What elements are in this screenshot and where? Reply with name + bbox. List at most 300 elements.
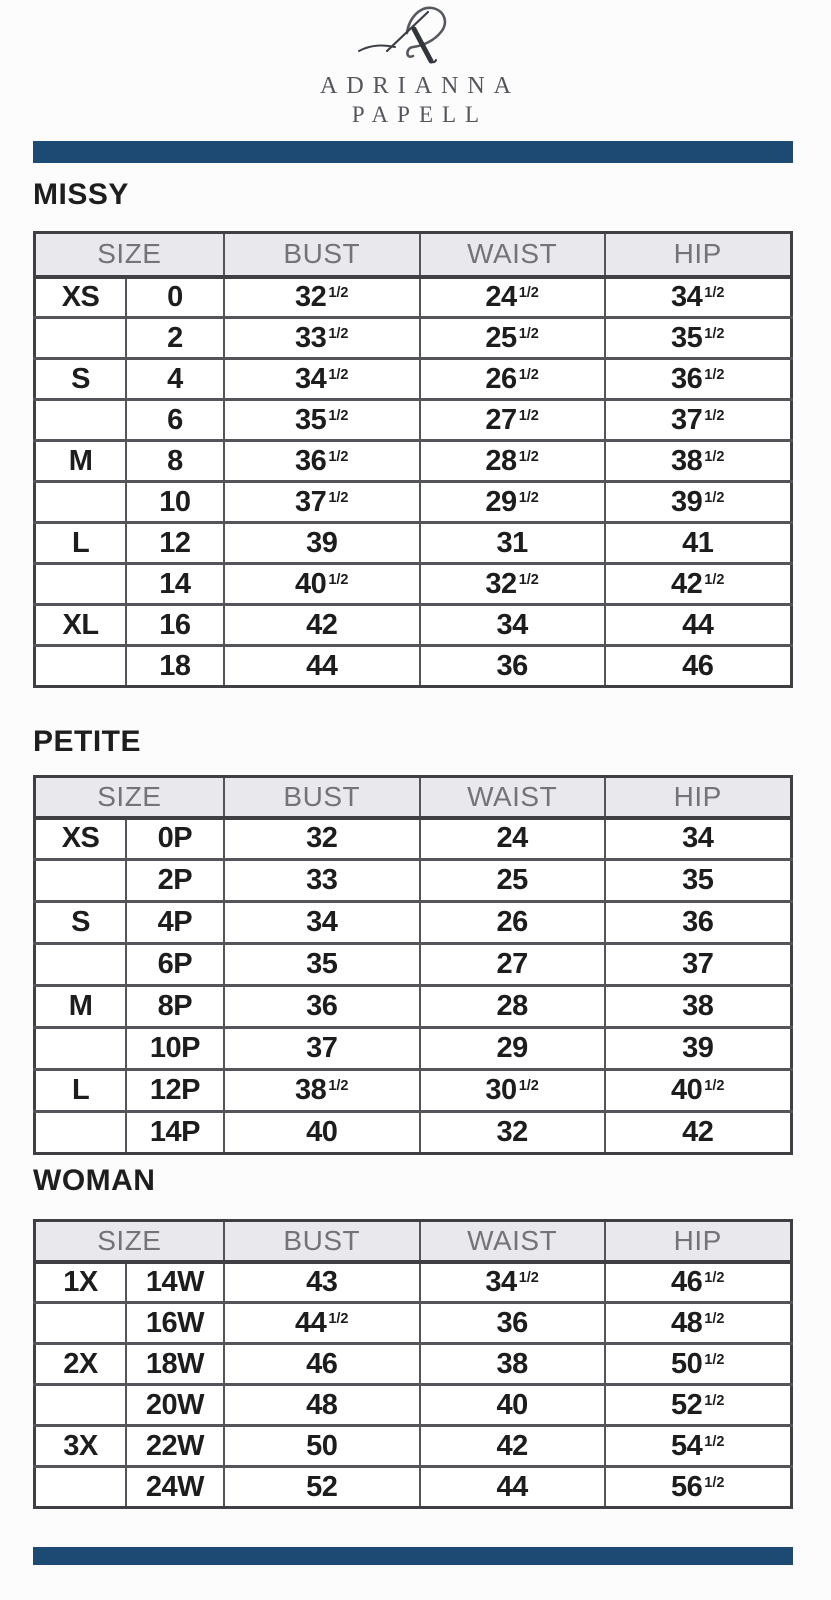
size-letter-cell	[35, 1262, 127, 1303]
waist-cell	[420, 359, 605, 400]
bust-cell	[224, 1426, 420, 1467]
divider-bar-top	[33, 141, 793, 163]
size-number-cell	[126, 400, 224, 441]
size-letter-cell	[35, 1385, 127, 1426]
hip-cell	[605, 605, 792, 646]
waist-cell	[420, 902, 605, 944]
col-header-waist: WAIST	[420, 1221, 605, 1262]
hip-cell	[605, 1385, 792, 1426]
cell-value: 18W	[145, 1347, 204, 1380]
cell-value: 12P	[149, 1074, 200, 1106]
bust-cell	[224, 605, 420, 646]
half-fraction: 1/2	[704, 448, 725, 465]
bust-cell	[224, 1344, 420, 1385]
waist-cell	[420, 1112, 605, 1154]
cell-value: 29 $^{1/2}$	[485, 485, 539, 518]
col-header-size: SIZE	[35, 233, 224, 277]
size-letter-cell	[35, 818, 127, 860]
waist-cell	[420, 400, 605, 441]
cell-value: 32	[496, 1116, 528, 1148]
cell-value: 29	[496, 1032, 528, 1064]
cell-value: 48 $^{1/2}$	[671, 1306, 725, 1339]
cell-value: 35 $^{1/2}$	[671, 321, 725, 354]
waist-cell	[420, 1262, 605, 1303]
hip-cell	[605, 1028, 792, 1070]
half-fraction: 1/2	[328, 448, 349, 465]
cell-value: 42	[306, 608, 338, 641]
size-row	[35, 1303, 792, 1344]
waist-cell	[420, 564, 605, 605]
hip-cell	[605, 986, 792, 1028]
hip-cell	[605, 944, 792, 986]
bust-cell	[224, 482, 420, 523]
size-row	[35, 400, 792, 441]
cell-value: 42	[496, 1429, 528, 1462]
bust-cell	[224, 1303, 420, 1344]
cell-value: 20W	[145, 1388, 204, 1421]
cell-value: 0P	[157, 822, 193, 855]
size-number-cell	[126, 1385, 224, 1426]
size-row	[35, 860, 792, 902]
size-letter-cell	[35, 1070, 127, 1112]
waist-cell	[420, 1344, 605, 1385]
size-number-cell	[126, 860, 224, 902]
cell-value: 46	[306, 1347, 338, 1380]
half-fraction: 1/2	[704, 1270, 725, 1287]
cell-value: 38 $^{1/2}$	[671, 444, 725, 477]
bust-cell	[224, 1467, 420, 1508]
half-fraction: 1/2	[518, 285, 539, 302]
section-title-petite: PETITE	[33, 725, 142, 758]
size-letter-cell	[35, 1028, 127, 1070]
size-letter-cell	[35, 646, 127, 687]
size-row	[35, 1112, 792, 1154]
size-letter-cell	[35, 564, 127, 605]
half-fraction: 1/2	[328, 366, 349, 383]
hip-cell	[605, 1344, 792, 1385]
col-header-waist: WAIST	[420, 777, 605, 818]
hip-cell	[605, 646, 792, 687]
size-number-cell	[126, 482, 224, 523]
size-letter-cell	[35, 1467, 127, 1508]
waist-cell	[420, 818, 605, 860]
waist-cell	[420, 646, 605, 687]
cell-value: 42	[682, 1116, 714, 1148]
bust-cell	[224, 818, 420, 860]
col-header-hip: HIP	[605, 233, 792, 277]
size-letter-cell	[35, 482, 127, 523]
bust-cell	[224, 1028, 420, 1070]
size-row	[35, 441, 792, 482]
bust-cell	[224, 902, 420, 944]
cell-value: 32	[306, 822, 338, 855]
col-header-bust: BUST	[224, 1221, 420, 1262]
half-fraction: 1/2	[704, 1310, 725, 1327]
adrianna-papell-monogram-icon	[350, 0, 490, 75]
half-fraction: 1/2	[704, 1078, 725, 1095]
hip-cell	[605, 1112, 792, 1154]
cell-value: 10P	[149, 1032, 200, 1064]
size-number-cell	[126, 1112, 224, 1154]
cell-value: 52	[306, 1470, 338, 1503]
size-row	[35, 1426, 792, 1467]
size-number-cell	[126, 1028, 224, 1070]
size-letter-cell	[35, 359, 127, 400]
size-row	[35, 944, 792, 986]
bust-cell	[224, 318, 420, 359]
size-number-cell	[126, 359, 224, 400]
hip-cell	[605, 523, 792, 564]
size-number-cell	[126, 277, 224, 318]
size-letter-cell	[35, 441, 127, 482]
cell-value: 37	[682, 948, 714, 980]
waist-cell	[420, 1467, 605, 1508]
size-row	[35, 1344, 792, 1385]
size-letter-cell	[35, 605, 127, 646]
waist-cell	[420, 1385, 605, 1426]
section-woman	[33, 1166, 793, 1509]
cell-value: 34	[496, 608, 528, 641]
size-row	[35, 318, 792, 359]
size-number-cell	[126, 986, 224, 1028]
hip-cell	[605, 564, 792, 605]
waist-cell	[420, 605, 605, 646]
size-number-cell	[126, 1070, 224, 1112]
half-fraction: 1/2	[704, 325, 725, 342]
brand-wordmark	[0, 72, 831, 128]
cell-value: XS	[61, 822, 100, 855]
cell-value: 0	[167, 280, 183, 313]
half-fraction: 1/2	[328, 325, 349, 342]
size-letter-cell	[35, 902, 127, 944]
cell-value: 39	[682, 1032, 714, 1064]
cell-value: L	[71, 1074, 90, 1106]
size-number-cell	[126, 646, 224, 687]
cell-value: 32 $^{1/2}$	[485, 567, 539, 600]
half-fraction: 1/2	[518, 325, 539, 342]
cell-value: 44	[496, 1470, 528, 1503]
col-header-bust: BUST	[224, 777, 420, 818]
cell-value: 38 $^{1/2}$	[295, 1074, 349, 1106]
bust-cell	[224, 1385, 420, 1426]
cell-value: 54 $^{1/2}$	[671, 1429, 725, 1462]
size-row	[35, 359, 792, 400]
cell-value: 32 $^{1/2}$	[295, 280, 349, 313]
half-fraction: 1/2	[518, 489, 539, 506]
cell-value: 39	[306, 526, 338, 559]
cell-value: 44	[682, 608, 714, 641]
cell-value: 35 $^{1/2}$	[295, 403, 349, 436]
cell-value: 4P	[157, 906, 193, 938]
section-missy	[33, 180, 793, 688]
bust-cell	[224, 986, 420, 1028]
cell-value: 6P	[157, 948, 193, 980]
size-row	[35, 605, 792, 646]
size-table-woman	[33, 1219, 793, 1509]
hip-cell	[605, 1070, 792, 1112]
size-letter-cell	[35, 523, 127, 564]
cell-value: 26	[496, 906, 528, 938]
cell-value: 24	[496, 822, 528, 855]
half-fraction: 1/2	[704, 1351, 725, 1368]
cell-value: 56 $^{1/2}$	[671, 1470, 725, 1503]
cell-value: 2P	[157, 864, 193, 896]
col-header-size: SIZE	[35, 1221, 224, 1262]
size-number-cell	[126, 944, 224, 986]
half-fraction: 1/2	[328, 489, 349, 506]
waist-cell	[420, 523, 605, 564]
half-fraction: 1/2	[518, 1270, 539, 1287]
cell-value: M	[68, 990, 93, 1022]
hip-cell	[605, 318, 792, 359]
cell-value: M	[68, 444, 93, 477]
half-fraction: 1/2	[704, 489, 725, 506]
waist-cell	[420, 1426, 605, 1467]
cell-value: 35	[682, 864, 714, 896]
size-number-cell	[126, 818, 224, 860]
cell-value: XL	[62, 608, 99, 641]
cell-value: 8	[167, 444, 183, 477]
brand-name-line2: PAPELL	[351, 102, 489, 127]
divider-bar-bottom	[33, 1547, 793, 1565]
cell-value: 14P	[149, 1116, 200, 1148]
cell-value: 34 $^{1/2}$	[671, 280, 725, 313]
cell-value: 1X	[63, 1265, 98, 1298]
hip-cell	[605, 1467, 792, 1508]
col-header-hip: HIP	[605, 777, 792, 818]
bust-cell	[224, 277, 420, 318]
hip-cell	[605, 441, 792, 482]
cell-value: 44 $^{1/2}$	[295, 1306, 349, 1339]
waist-cell	[420, 441, 605, 482]
cell-value: 40 $^{1/2}$	[671, 1074, 725, 1106]
hip-cell	[605, 902, 792, 944]
hip-cell	[605, 818, 792, 860]
size-letter-cell	[35, 1344, 127, 1385]
half-fraction: 1/2	[328, 407, 349, 424]
hip-cell	[605, 1426, 792, 1467]
half-fraction: 1/2	[518, 407, 539, 424]
size-number-cell	[126, 1262, 224, 1303]
cell-value: XS	[61, 280, 100, 313]
size-number-cell	[126, 1344, 224, 1385]
cell-value: 37 $^{1/2}$	[295, 485, 349, 518]
cell-value: 10	[159, 485, 191, 518]
size-number-cell	[126, 441, 224, 482]
size-number-cell	[126, 902, 224, 944]
header-row	[35, 233, 792, 277]
hip-cell	[605, 482, 792, 523]
waist-cell	[420, 1303, 605, 1344]
cell-value: 46 $^{1/2}$	[671, 1265, 725, 1298]
bust-cell	[224, 1262, 420, 1303]
half-fraction: 1/2	[518, 571, 539, 588]
cell-value: 31	[496, 526, 528, 559]
cell-value: 6	[167, 403, 183, 436]
half-fraction: 1/2	[704, 407, 725, 424]
size-table-petite	[33, 775, 793, 1155]
half-fraction: 1/2	[518, 448, 539, 465]
size-letter-cell	[35, 1426, 127, 1467]
cell-value: 2	[167, 321, 183, 354]
bust-cell	[224, 1070, 420, 1112]
cell-value: 36	[306, 990, 338, 1022]
cell-value: 8P	[157, 990, 193, 1022]
cell-value: 36	[496, 649, 528, 682]
cell-value: 37 $^{1/2}$	[671, 403, 725, 436]
cell-value: 16W	[145, 1306, 204, 1339]
cell-value: 2X	[63, 1347, 98, 1380]
cell-value: L	[71, 526, 90, 559]
hip-cell	[605, 359, 792, 400]
cell-value: 48	[306, 1388, 338, 1421]
cell-value: 4	[167, 362, 183, 395]
waist-cell	[420, 986, 605, 1028]
size-letter-cell	[35, 318, 127, 359]
half-fraction: 1/2	[704, 571, 725, 588]
size-row	[35, 1070, 792, 1112]
hip-cell	[605, 1262, 792, 1303]
size-table-missy	[33, 231, 793, 688]
half-fraction: 1/2	[704, 366, 725, 383]
bust-cell	[224, 441, 420, 482]
size-number-cell	[126, 1467, 224, 1508]
waist-cell	[420, 860, 605, 902]
size-row	[35, 902, 792, 944]
waist-cell	[420, 1070, 605, 1112]
waist-cell	[420, 318, 605, 359]
cell-value: 38	[682, 990, 714, 1022]
size-letter-cell	[35, 1112, 127, 1154]
cell-value: 33	[306, 864, 338, 896]
size-number-cell	[126, 523, 224, 564]
half-fraction: 1/2	[328, 571, 349, 588]
half-fraction: 1/2	[518, 1078, 539, 1095]
size-number-cell	[126, 605, 224, 646]
bust-cell	[224, 944, 420, 986]
cell-value: 28	[496, 990, 528, 1022]
cell-value: 22W	[145, 1429, 204, 1462]
cell-value: 18	[159, 649, 191, 682]
size-number-cell	[126, 318, 224, 359]
size-number-cell	[126, 1303, 224, 1344]
hip-cell	[605, 1303, 792, 1344]
size-letter-cell	[35, 986, 127, 1028]
size-row	[35, 1385, 792, 1426]
size-letter-cell	[35, 400, 127, 441]
col-header-bust: BUST	[224, 233, 420, 277]
size-number-cell	[126, 1426, 224, 1467]
cell-value: S	[71, 906, 90, 938]
cell-value: 34 $^{1/2}$	[295, 362, 349, 395]
cell-value: 26 $^{1/2}$	[485, 362, 539, 395]
size-row	[35, 646, 792, 687]
cell-value: 37	[306, 1032, 338, 1064]
size-letter-cell	[35, 1303, 127, 1344]
section-petite	[33, 727, 793, 1155]
waist-cell	[420, 277, 605, 318]
cell-value: 3X	[63, 1429, 98, 1462]
cell-value: 24W	[145, 1470, 204, 1503]
col-header-waist: WAIST	[420, 233, 605, 277]
hip-cell	[605, 277, 792, 318]
size-row	[35, 1028, 792, 1070]
hip-cell	[605, 860, 792, 902]
cell-value: 36 $^{1/2}$	[671, 362, 725, 395]
cell-value: 46	[682, 649, 714, 682]
header-row	[35, 1221, 792, 1262]
size-row	[35, 818, 792, 860]
section-title-woman: WOMAN	[33, 1164, 156, 1197]
cell-value: 34	[306, 906, 338, 938]
bust-cell	[224, 1112, 420, 1154]
cell-value: 36	[682, 906, 714, 938]
cell-value: 16	[159, 608, 191, 641]
cell-value: 12	[159, 526, 191, 559]
cell-value: 40	[306, 1116, 338, 1148]
cell-value: 28 $^{1/2}$	[485, 444, 539, 477]
bust-cell	[224, 646, 420, 687]
hip-cell	[605, 400, 792, 441]
size-letter-cell	[35, 944, 127, 986]
bust-cell	[224, 359, 420, 400]
cell-value: 24 $^{1/2}$	[485, 280, 539, 313]
size-letter-cell	[35, 860, 127, 902]
waist-cell	[420, 1028, 605, 1070]
cell-value: 36	[496, 1306, 528, 1339]
header-row	[35, 777, 792, 818]
section-title-missy: MISSY	[33, 178, 129, 211]
half-fraction: 1/2	[704, 1433, 725, 1450]
cell-value: 34 $^{1/2}$	[485, 1265, 539, 1298]
waist-cell	[420, 482, 605, 523]
cell-value: 33 $^{1/2}$	[295, 321, 349, 354]
cell-value: 14	[159, 567, 191, 600]
cell-value: 35	[306, 948, 338, 980]
half-fraction: 1/2	[704, 285, 725, 302]
cell-value: S	[71, 362, 90, 395]
size-letter-cell	[35, 277, 127, 318]
cell-value: 44	[306, 649, 338, 682]
size-number-cell	[126, 564, 224, 605]
bust-cell	[224, 860, 420, 902]
cell-value: 38	[496, 1347, 528, 1380]
waist-cell	[420, 944, 605, 986]
col-header-hip: HIP	[605, 1221, 792, 1262]
cell-value: 30 $^{1/2}$	[485, 1074, 539, 1106]
cell-value: 42 $^{1/2}$	[671, 567, 725, 600]
half-fraction: 1/2	[328, 1310, 349, 1327]
cell-value: 39 $^{1/2}$	[671, 485, 725, 518]
size-row	[35, 482, 792, 523]
half-fraction: 1/2	[328, 1078, 349, 1095]
half-fraction: 1/2	[704, 1474, 725, 1491]
cell-value: 34	[682, 822, 714, 855]
size-row	[35, 1262, 792, 1303]
half-fraction: 1/2	[518, 366, 539, 383]
cell-value: 43	[306, 1265, 338, 1298]
cell-value: 50	[306, 1429, 338, 1462]
cell-value: 41	[682, 526, 714, 559]
bust-cell	[224, 523, 420, 564]
cell-value: 52 $^{1/2}$	[671, 1388, 725, 1421]
bust-cell	[224, 564, 420, 605]
bust-cell	[224, 400, 420, 441]
size-row	[35, 986, 792, 1028]
cell-value: 25	[496, 864, 528, 896]
cell-value: 27	[496, 948, 528, 980]
cell-value: 50 $^{1/2}$	[671, 1347, 725, 1380]
